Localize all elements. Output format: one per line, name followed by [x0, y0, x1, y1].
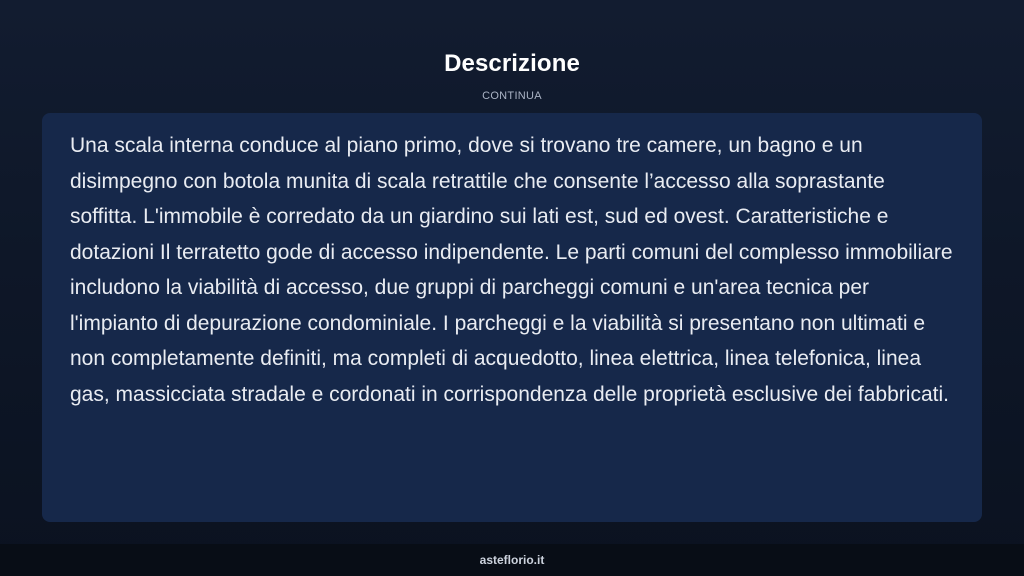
description-card	[42, 113, 982, 522]
site-name: asteflorio.it	[479, 553, 545, 567]
page-title: Descrizione	[444, 50, 580, 77]
continue-label: CONTINUA	[482, 90, 542, 102]
footer-bar	[0, 544, 1024, 576]
description-text: Una scala interna conduce al piano primo, dove si trovano tre camere, un bagno e un disimpegno con botola munita di scala retrattile che consente l’accesso alla soprastante soffitta. L'immobile è corredato da un giardino sui lati est, sud ed ovest. Caratteristiche e dotazioni Il terratetto gode di accesso indipendente. Le parti comuni del complesso immobiliare includono la viabilità di accesso, due gruppi di parcheggi comuni e un'area tecnica per l'impianto di depurazione condominiale. I parcheggi e la viabilità si presentano non ultimati e non completamente definiti, ma completi di acquedotto, linea elettrica, linea telefonica, linea gas, massicciata stradale e cordonati in corrispondenza delle proprietà esclusive dei fabbricati.	[70, 134, 953, 406]
